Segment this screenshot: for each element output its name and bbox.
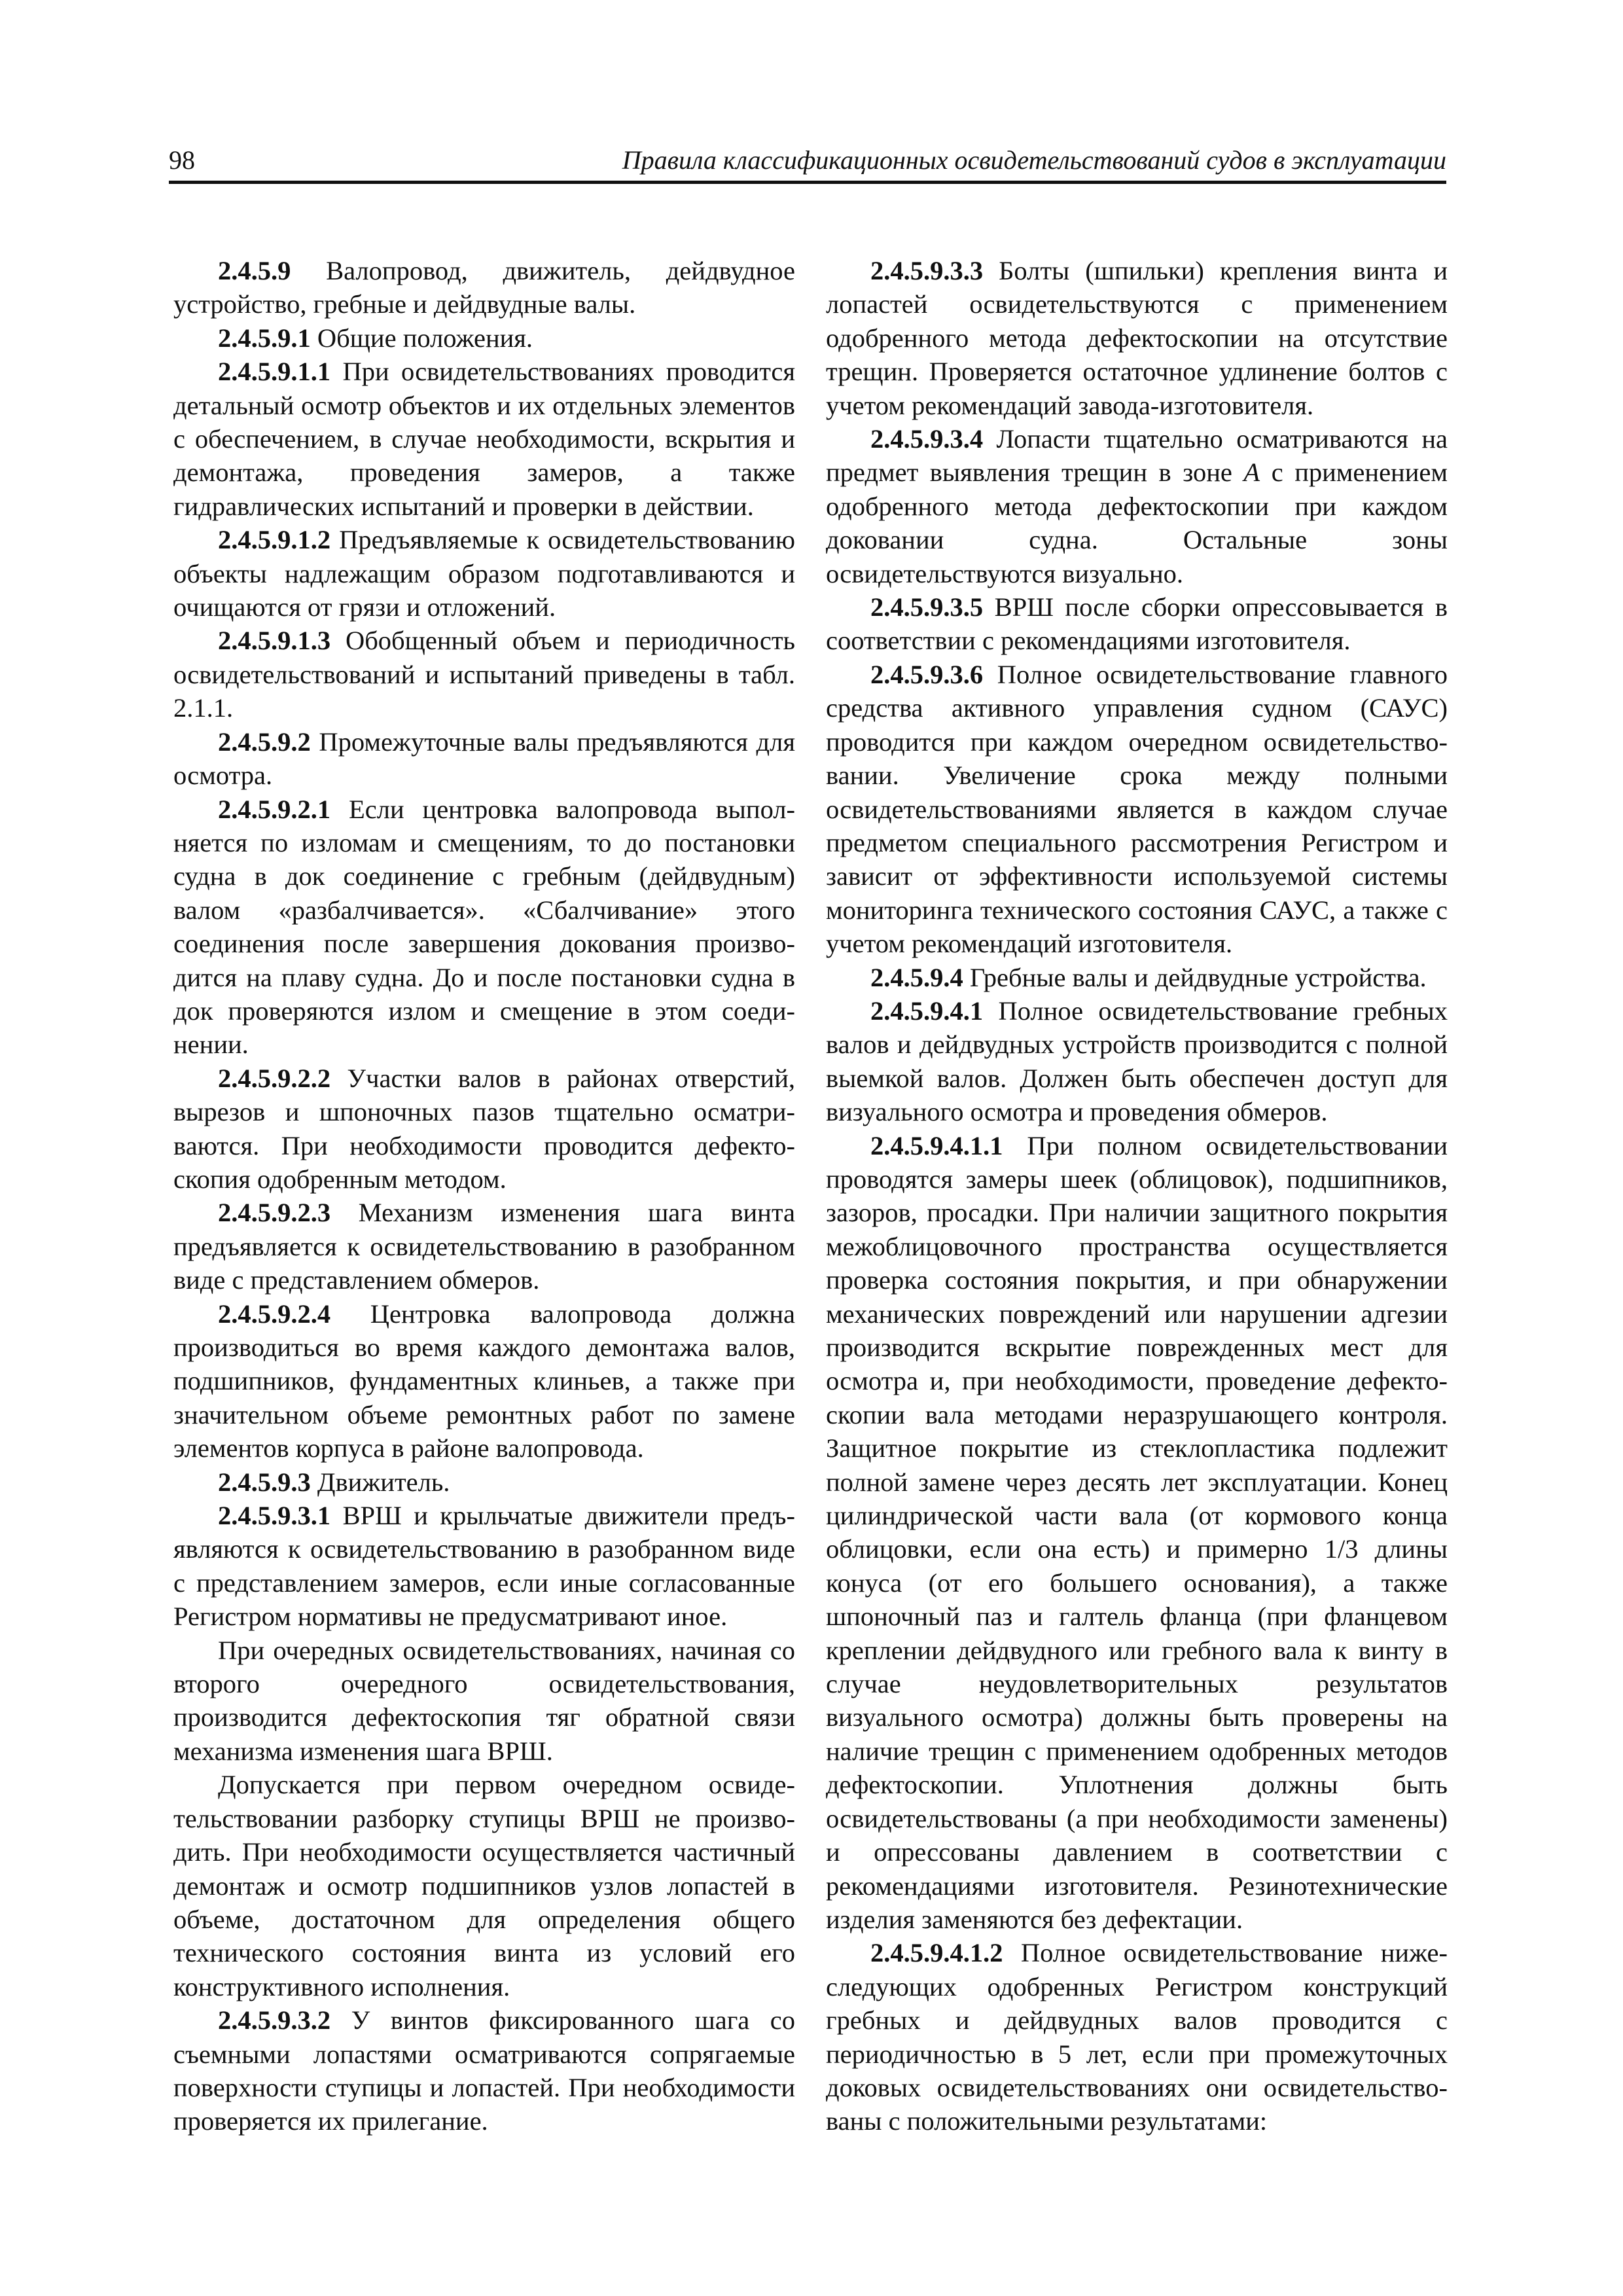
clause-number: 2.4.5.9.2.1 xyxy=(218,794,331,824)
paragraph-text: Полное освидетельствование гребных валов и дейдвудных устройств производится с полной выемкой валов. Должен быть обеспечен доступ для визуального осмотра и проведения обмеров. xyxy=(826,996,1448,1127)
paragraph-text: При очередных освидетельствованиях, начиная со второго очередного освидетельствования, производится дефектоскопия тяг обратной связи механизма изменения шага ВРШ. xyxy=(173,1635,795,1766)
paragraph-text: Механизм изменения шага винта предъявляется к освидетельствованию в разобранном виде с представлением обмеров. xyxy=(173,1198,795,1295)
paragraph-text: Движитель. xyxy=(310,1467,450,1497)
paragraph xyxy=(173,523,795,624)
paragraph-text: ВРШ после сборки опрессовывается в соответствии с рекомендациями изготовителя. xyxy=(826,592,1448,656)
right-column xyxy=(826,254,1448,2138)
clause-number: 2.4.5.9.3.1 xyxy=(218,1501,331,1531)
clause-number: 2.4.5.9.3.5 xyxy=(870,592,984,622)
paragraph xyxy=(173,254,795,321)
paragraph xyxy=(173,2003,795,2138)
paragraph-text: Допускается при первом очередном освидетельствовании разборку ступицы ВРШ не производить. При необходимости осуществляется частичный демонтаж и осмотр подшипников узлов лопастей в объеме, достаточном для определения общего технического состояния винта из условий его конструктивного исполнения. xyxy=(173,1770,795,2001)
page-header xyxy=(169,143,1446,184)
paragraph-text: При полном освидетельствовании проводятся замеры шеек (облицовок), подшипников, зазоров, просадки. При наличии защитного покрытия межоблицовочного пространства осуществляется проверка состояния покрытия, и при обнаружении механических повреждений или нарушении адгезии производится вскрытие поврежденных мест для осмотра и, при необходимости, проведение дефектоскопии вала методами неразрушающего контроля. Защитное покрытие из стеклопластика подлежит полной замене через десять лет эксплуатации. Конец цилиндрической части вала (от кормового конца облицовки, если она есть) и примерно 1/3 длины конуса (от его большего основания), а также шпоночный паз и галтель фланца (при фланцевом креплении дейдвудного или гребного вала к винту в случае неудовлетворительных результатов визуального осмотра) должны быть проверены на наличие трещин с применением одобренных методов дефектоскопии. Уплотнения должны быть освидетельствованы (а при необходимости заменены) и опрессованы давлением в соответствии с рекомендациями изготовителя. Резинотехнические изделия заменяются без дефектации. xyxy=(826,1130,1448,1934)
clause-number: 2.4.5.9.4.1.1 xyxy=(870,1130,1003,1160)
paragraph xyxy=(173,321,795,355)
clause-number: 2.4.5.9 xyxy=(218,256,291,285)
paragraph-text: Если центровка валопровода выполняется по изломам и смещениям, то до постановки судна в док соединение с гребным (дейдвудным) валом «разбалчивается». «Сбалчивание» этого соединения после завершения докования производится на плаву судна. До и после постановки судна в док проверяются излом и смещение в этом соединении. xyxy=(173,794,795,1060)
clause-number: 2.4.5.9.2.3 xyxy=(218,1198,331,1228)
page-number: 98 xyxy=(169,145,195,175)
paragraph-text: Лопасти тщательно осматриваются на предмет выявления трещин в зоне xyxy=(826,424,1448,488)
clause-number: 2.4.5.9.1.1 xyxy=(218,357,331,387)
paragraph-text: Болты (шпильки) крепления винта и лопастей освидетельствуются с применением одобренного метода дефектоскопии на отсутствие трещин. Проверяется остаточное удлинение болтов с учетом рекомендаций завода-изготовителя. xyxy=(826,256,1448,420)
paragraph xyxy=(826,422,1448,590)
running-title: Правила классификационных освидетельствований судов в эксплуатации xyxy=(622,145,1446,175)
clause-number: 2.4.5.9.1.2 xyxy=(218,525,331,555)
paragraph-text: Участки валов в районах отверстий, вырезов и шпоночных пазов тщательно осматриваются. При необходимости проводится дефектоскопия одобренным методом. xyxy=(173,1063,795,1194)
paragraph-text: Центровка валопровода должна производиться во время каждого демонтажа валов, подшипников, фундаментных клиньев, а также при значительном объеме ремонтных работ по замене элементов корпуса в районе валопровода. xyxy=(173,1299,795,1463)
paragraph xyxy=(173,1196,795,1297)
clause-number: 2.4.5.9.3.2 xyxy=(218,2005,331,2036)
clause-number: 2.4.5.9.3.6 xyxy=(870,659,984,689)
paragraph xyxy=(173,1062,795,1196)
paragraph xyxy=(826,590,1448,658)
paragraph xyxy=(173,1634,795,1768)
clause-number: 2.4.5.9.3.4 xyxy=(870,424,984,454)
clause-number: 2.4.5.9.4 xyxy=(870,962,963,992)
paragraph-text: Полное освидетельствование главного средства активного управления судном (САУС) проводится при каждом очередном освидетельствовании. Увеличение срока между полными освидетельствованиями является в каждом случае предметом специального рассмотрения Регистром и зависит от эффективности используемой системы мониторинга технического состояния САУС, а также с учетом рекомендаций изготовителя. xyxy=(826,659,1448,959)
paragraph xyxy=(173,1768,795,2003)
zone-label: A xyxy=(1243,457,1260,488)
paragraph xyxy=(173,624,795,725)
paragraph-text: Обобщенный объем и периодичность освидетельствований и испытаний приведены в табл. 2.1.1. xyxy=(173,626,795,723)
clause-number: 2.4.5.9.3 xyxy=(218,1467,311,1497)
paragraph xyxy=(173,1499,795,1634)
paragraph xyxy=(826,254,1448,422)
paragraph xyxy=(826,1129,1448,1937)
paragraph xyxy=(826,961,1448,994)
paragraph xyxy=(173,355,795,523)
paragraph-text: Предъявляемые к освидетельствованию объекты надлежащим образом подготавливаются и очищаются от грязи и отложений. xyxy=(173,525,795,622)
paragraph-text-continued: с применением одобренного метода дефектоскопии при каждом доковании судна. Остальные зоны освидетельствуются визуально. xyxy=(826,457,1448,588)
paragraph xyxy=(826,658,1448,961)
clause-number: 2.4.5.9.2 xyxy=(218,726,311,757)
paragraph-text: Валопровод, движитель, дейдвудное устройство, гребные и дейдвудные валы. xyxy=(173,256,795,319)
clause-number: 2.4.5.9.1.3 xyxy=(218,626,331,656)
paragraph xyxy=(826,994,1448,1129)
paragraph-text: У винтов фиксированного шага со съемными лопастями осматриваются сопрягаемые поверхности ступицы и лопастей. При необходимости проверяется их прилегание. xyxy=(173,2005,795,2136)
clause-number: 2.4.5.9.4.1 xyxy=(870,996,984,1026)
paragraph-text: Общие положения. xyxy=(310,323,533,353)
paragraph xyxy=(173,793,795,1062)
paragraph-text: ВРШ и крыльчатые движители предъявляются к освидетельствованию в разобранном виде с представлением замеров, если иные согласованные Регистром нормативы не предусматривают иное. xyxy=(173,1501,795,1632)
paragraph-text: При освидетельствованиях проводится детальный осмотр объектов и их отдельных элементов с обеспечением, в случае необходимости, вскрытия и демонтажа, проведения замеров, а также гидравлических испытаний и проверки в действии. xyxy=(173,357,795,521)
clause-number: 2.4.5.9.4.1.2 xyxy=(870,1938,1003,1968)
paragraph xyxy=(173,725,795,793)
paragraph xyxy=(173,1465,795,1499)
paragraph-text: Полное освидетельствование нижеследующих одобренных Регистром конструкций гребных и дейдвудных валов проводится с периодичностью в 5 лет, если при промежуточных доковых освидетельствованиях они освидетельствованы с положительными результатами: xyxy=(826,1938,1448,2136)
paragraph-text: Промежуточные валы предъявляются для осмотра. xyxy=(173,726,795,791)
clause-number: 2.4.5.9.2.4 xyxy=(218,1299,331,1329)
paragraph xyxy=(826,1936,1448,2138)
clause-number: 2.4.5.9.1 xyxy=(218,323,311,353)
clause-number: 2.4.5.9.2.2 xyxy=(218,1063,331,1093)
left-column xyxy=(173,254,795,2138)
clause-number: 2.4.5.9.3.3 xyxy=(870,256,984,285)
paragraph-text: Гребные валы и дейдвудные устройства. xyxy=(963,962,1427,992)
paragraph xyxy=(173,1297,795,1465)
